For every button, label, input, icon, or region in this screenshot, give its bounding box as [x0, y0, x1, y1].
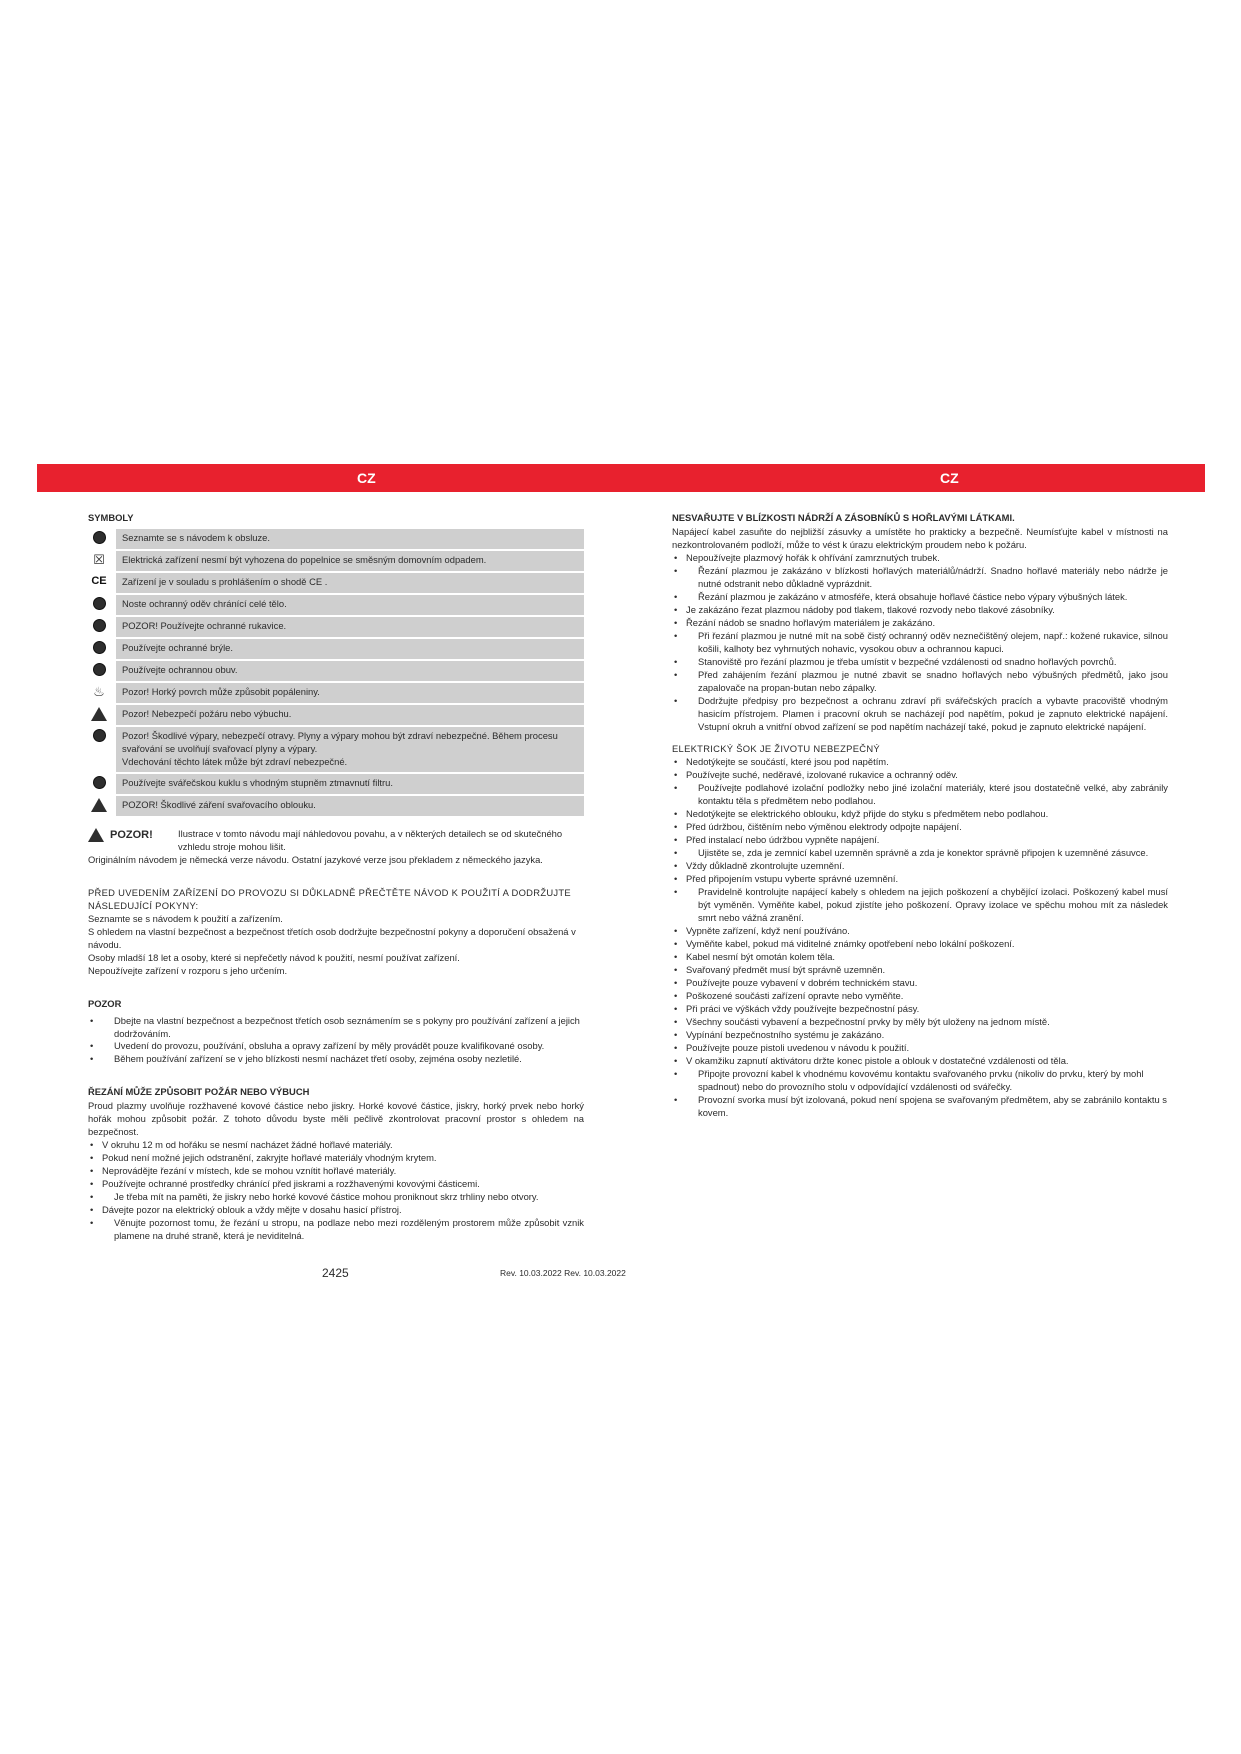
gloves-icon [88, 617, 110, 635]
list-item: • V okruhu 12 m od hořáku se nesmí nacházet žádné hořlavé materiály. [88, 1139, 584, 1152]
list-item: • Před zahájením řezání plazmou je nutné zbavit se snadno hořlavých nebo výbušných předmětů, jako jsou zapalovače na propan-butan nebo zápalky. [672, 669, 1168, 695]
symbol-row [88, 774, 584, 794]
before-use-line: Nepoužívejte zařízení v rozporu s jeho určením. [88, 964, 288, 976]
symbol-text: Používejte svářečskou kuklu s vhodným stupněm ztmavnutí filtru. [116, 774, 584, 794]
protective-clothing-icon [88, 595, 110, 613]
symbol-text: Používejte ochranné brýle. [116, 639, 584, 659]
list-item: • Je zakázáno řezat plazmou nádoby pod tlakem, tlakové rozvody nebo tlakové zásobníky. [672, 604, 1168, 617]
symbol-text: Pozor! Nebezpečí požáru nebo výbuchu. [116, 705, 584, 725]
shock-title: ELEKTRICKÝ ŠOK JE ŽIVOTU NEBEZPEČNÝ [672, 743, 880, 755]
list-item: • Při řezání plazmou je nutné mít na sobě čistý ochranný oděv neznečištěný olejem, např.: kožené rukavice, silnou košili, kalhoty bez vyhrnutých nohavic, vysokou obuv a ochrannou kapuci. [672, 630, 1168, 656]
symbol-text: Pozor! Horký povrch může způsobit popáleniny. [116, 683, 584, 703]
goggles-icon [88, 639, 110, 657]
list-item: • Poškozené součásti zařízení opravte nebo vyměňte. [672, 990, 1168, 1003]
list-item: • Připojte provozní kabel k vhodnému kovovému kontaktu svařovaného prvku (nikoliv do prvku, který by mohl spadnout) nebo do provozního stolu v odpovídající vzdálenosti od svářečky. [672, 1068, 1168, 1094]
welding-helmet-icon [88, 774, 110, 792]
symbols-table [88, 529, 584, 816]
crossed-bin-icon: ☒ [93, 552, 105, 567]
fire-warning-icon [88, 705, 110, 723]
before-use-line: S ohledem na vlastní bezpečnost a bezpečnost třetích osob dodržujte bezpečnostní pokyny a doporučení obsažená v návodu. [88, 925, 576, 950]
original-note: Originálním návodem je německá verze návodu. Ostatní jazykové verze jsou překladem z německého jazyka. [88, 853, 543, 865]
list-item: • Nedotýkejte se elektrického oblouku, když přijde do styku s předmětem nebo podlahou. [672, 808, 1168, 821]
list-item: • V okamžiku zapnutí aktivátoru držte konec pistole a oblouk v dostatečné vzdálenosti od těla. [672, 1055, 1168, 1068]
left-column [88, 512, 584, 1243]
list-item: • Vždy důkladně zkontrolujte uzemnění. [672, 860, 1168, 873]
fire-title: ŘEZÁNÍ MŮŽE ZPŮSOBIT POŽÁR NEBO VÝBUCH [88, 1086, 310, 1098]
before-use-title: PŘED UVEDENÍM ZAŘÍZENÍ DO PROVOZU SI DŮKLADNĚ PŘEČTĚTE NÁVOD K POUŽITÍ A DODRŽUJTE NÁSLEDUJÍCÍ POKYNY: [88, 886, 571, 911]
tank-title: NESVAŘUJTE V BLÍZKOSTI NÁDRŽÍ A ZÁSOBNÍKŮ S HOŘLAVÝMI LÁTKAMI. [672, 512, 1015, 523]
list-item: • Pokud není možné jejich odstranění, zakryjte hořlavé materiály vhodným krytem. [88, 1152, 584, 1165]
list-item: • Vypínání bezpečnostního systému je zakázáno. [672, 1029, 1168, 1042]
revision-label: Rev. 10.03.2022 Rev. 10.03.2022 [500, 1268, 626, 1278]
symbol-text: POZOR! Škodlivé záření svařovacího oblouku. [116, 796, 584, 816]
pozor-note-text: Ilustrace v tomto návodu mají náhledovou povahu, a v některých detailech se od skutečného vzhledu stroje mohou lišit. [178, 827, 563, 852]
list-item: • Před připojením vstupu vyberte správné uzemnění. [672, 873, 1168, 886]
list-item: • Neprovádějte řezání v místech, kde se mohou vznítit hořlavé materiály. [88, 1165, 584, 1178]
list-item: • Dávejte pozor na elektrický oblouk a vždy mějte v dosahu hasicí přístroj. [88, 1204, 584, 1217]
list-item: • Před instalací nebo údržbou vypněte napájení. [672, 834, 1168, 847]
list-item: • Všechny součásti vybavení a bezpečnostní prvky by měly být uloženy na jednom místě. [672, 1016, 1168, 1029]
hot-surface-icon: ♨ [93, 684, 105, 699]
ce-mark-icon: CE [91, 575, 107, 588]
list-item: • Nedotýkejte se součástí, které jsou pod napětím. [672, 756, 1168, 769]
list-item: • Svařovaný předmět musí být správně uzemněn. [672, 964, 1168, 977]
list-item: • Vypněte zařízení, když není používáno. [672, 925, 1168, 938]
symbol-text: Noste ochranný oděv chránící celé tělo. [116, 595, 584, 615]
list-item: • Nepoužívejte plazmový hořák k ohřívání zamrznutých trubek. [672, 552, 1168, 565]
symbols-title: SYMBOLY [88, 512, 134, 523]
toxic-fumes-icon [88, 727, 110, 745]
list-item: • Řezání nádob se snadno hořlavým materiálem je zakázáno. [672, 617, 1168, 630]
symbol-row [88, 727, 584, 772]
list-item: • Ujistěte se, zda je zemnicí kabel uzemněn správně a zda je konektor správně připojen k uzemněné zásuvce. [672, 847, 1168, 860]
list-item: • Uvedení do provozu, používání, obsluha a opravy zařízení by měly provádět pouze kvalifikované osoby. [88, 1040, 584, 1053]
fire-list [88, 1139, 584, 1243]
list-item: • Používejte pouze pistoli uvedenou v návodu k použití. [672, 1042, 1168, 1055]
symbol-row [88, 683, 584, 703]
list-item: • Používejte pouze vybavení v dobrém technickém stavu. [672, 977, 1168, 990]
list-item: • Používejte podlahové izolační podložky nebo jiné izolační materiály, které jsou dostatečně velké, aby zabránily kontaktu těla s předmětem nebo podlahou. [672, 782, 1168, 808]
right-language-label: CZ [940, 470, 959, 486]
symbol-row [88, 551, 584, 571]
symbol-text: Pozor! Škodlivé výpary, nebezpečí otravy. Plyny a výpary mohou být zdraví nebezpečné. Během procesu svařování se uvolňují svařovací plyny a výpary. Vdechování těchto látek může být zdraví nebezpečné. [116, 727, 584, 772]
symbol-row [88, 595, 584, 615]
list-item: • Je třeba mít na paměti, že jiskry nebo horké kovové částice mohou proniknout skrz trhliny nebo otvory. [88, 1191, 584, 1204]
list-item: • Stanoviště pro řezání plazmou je třeba umístit v bezpečné vzdálenosti od snadno hořlavých povrchů. [672, 656, 1168, 669]
right-column [672, 512, 1168, 1120]
list-item: • Používejte ochranné prostředky chránící před jiskrami a rozžhavenými kovovými částicemi. [88, 1178, 584, 1191]
symbol-text: Používejte ochrannou obuv. [116, 661, 584, 681]
list-item: • Pravidelně kontrolujte napájecí kabely s ohledem na jejich poškození a chybějící izolaci. Poškozený kabel musí být vyměněn. Vyměňte kabel, pokud zjistíte jeho poškození. Opravy izolace ve spěchu mohou mít za následek smrt nebo vážná zranění. [672, 886, 1168, 925]
pozor-note-box [88, 828, 584, 854]
left-language-label: CZ [357, 470, 376, 486]
symbol-text: Elektrická zařízení nesmí být vyhozena do popelnice se směsným domovním odpadem. [116, 551, 584, 571]
boots-icon [88, 661, 110, 679]
list-item: • Před údržbou, čištěním nebo výměnou elektrody odpojte napájení. [672, 821, 1168, 834]
list-item: • Řezání plazmou je zakázáno v blízkosti hořlavých materiálů/nádrží. Snadno hořlavé materiály nebo nádrže je nutné odstranit nebo důkladně vyprázdnit. [672, 565, 1168, 591]
list-item: • Provozní svorka musí být izolovaná, pokud není spojena se svařovaným předmětem, aby se zabránilo kontaktu s kovem. [672, 1094, 1168, 1120]
list-item: • Dodržujte předpisy pro bezpečnost a ochranu zdraví při svářečských pracích a vybavte pracoviště vhodným hasicím přístrojem. Plamen i pracovní okruh se nacházejí pod napětím, pokud je zapnuto elektrické napájení. Vstupní okruh a vnitřní obvod zařízení se pod napětím nacházejí také, pokud je zapnuto elektrické napájení. [672, 695, 1168, 734]
symbol-row [88, 705, 584, 725]
list-item: • Používejte suché, neděravé, izolované rukavice a ochranný oděv. [672, 769, 1168, 782]
radiation-warning-icon [88, 796, 110, 814]
list-item: • Kabel nesmí být omotán kolem těla. [672, 951, 1168, 964]
symbol-text: Zařízení je v souladu s prohlášením o shodě CE . [116, 573, 584, 593]
pozor-title: POZOR [88, 997, 122, 1009]
tank-intro: Napájecí kabel zasuňte do nejbližší zásuvky a umístěte ho prakticky a bezpečně. Neumísťujte kabel v místnosti na nezkontrolovaném podloží, může to vést k úrazu elektrickým proudem nebo k požáru. [672, 525, 1168, 550]
list-item: • Věnujte pozornost tomu, že řezání u stropu, na podlaze nebo mezi rozděleným prostorem může způsobit vznik plamene na druhé straně, která je neviditelná. [88, 1217, 584, 1243]
pozor-list [88, 1015, 584, 1067]
page-number: 2425 [322, 1266, 349, 1280]
symbol-text: Seznamte se s návodem k obsluze. [116, 529, 584, 549]
shock-list [672, 756, 1168, 1119]
list-item: • Dbejte na vlastní bezpečnost a bezpečnost třetích osob seznámením se s pokyny pro používání zařízení a jejich dodržováním. [88, 1015, 584, 1041]
fire-intro: Proud plazmy uvolňuje rozžhavené kovové částice nebo jiskry. Horké kovové částice, jiskry, horký prvek nebo horký hořák mohou způsobit požár. Z tohoto důvodu byste měli pečlivě zkontrolovat pracovní prostor s ohledem na bezpečnost. [88, 1100, 584, 1138]
symbol-row [88, 573, 584, 593]
symbol-row [88, 796, 584, 816]
list-item: • Při práci ve výškách vždy používejte bezpečnostní pásy. [672, 1003, 1168, 1016]
list-item: • Během používání zařízení se v jeho blízkosti nesmí nacházet třetí osoby, zejména osoby nezletilé. [88, 1053, 584, 1066]
symbol-row [88, 617, 584, 637]
list-item: • Řezání plazmou je zakázáno v atmosféře, která obsahuje hořlavé částice nebo výpary výbušných látek. [672, 591, 1168, 604]
language-banner [37, 464, 1205, 492]
before-use-line: Osoby mladší 18 let a osoby, které si nepřečetly návod k použití, nesmí používat zařízení. [88, 951, 460, 963]
read-manual-icon [88, 529, 110, 547]
pozor-label-text: POZOR! [110, 828, 153, 841]
before-use-line: Seznamte se s návodem k použití a zařízením. [88, 912, 283, 924]
symbol-row [88, 661, 584, 681]
symbol-row [88, 529, 584, 549]
symbol-text: POZOR! Používejte ochranné rukavice. [116, 617, 584, 637]
symbol-row [88, 639, 584, 659]
pozor-label [88, 828, 178, 854]
tank-list [672, 552, 1168, 734]
warning-triangle-icon [88, 828, 104, 842]
list-item: • Vyměňte kabel, pokud má viditelné známky opotřebení nebo lokální poškození. [672, 938, 1168, 951]
